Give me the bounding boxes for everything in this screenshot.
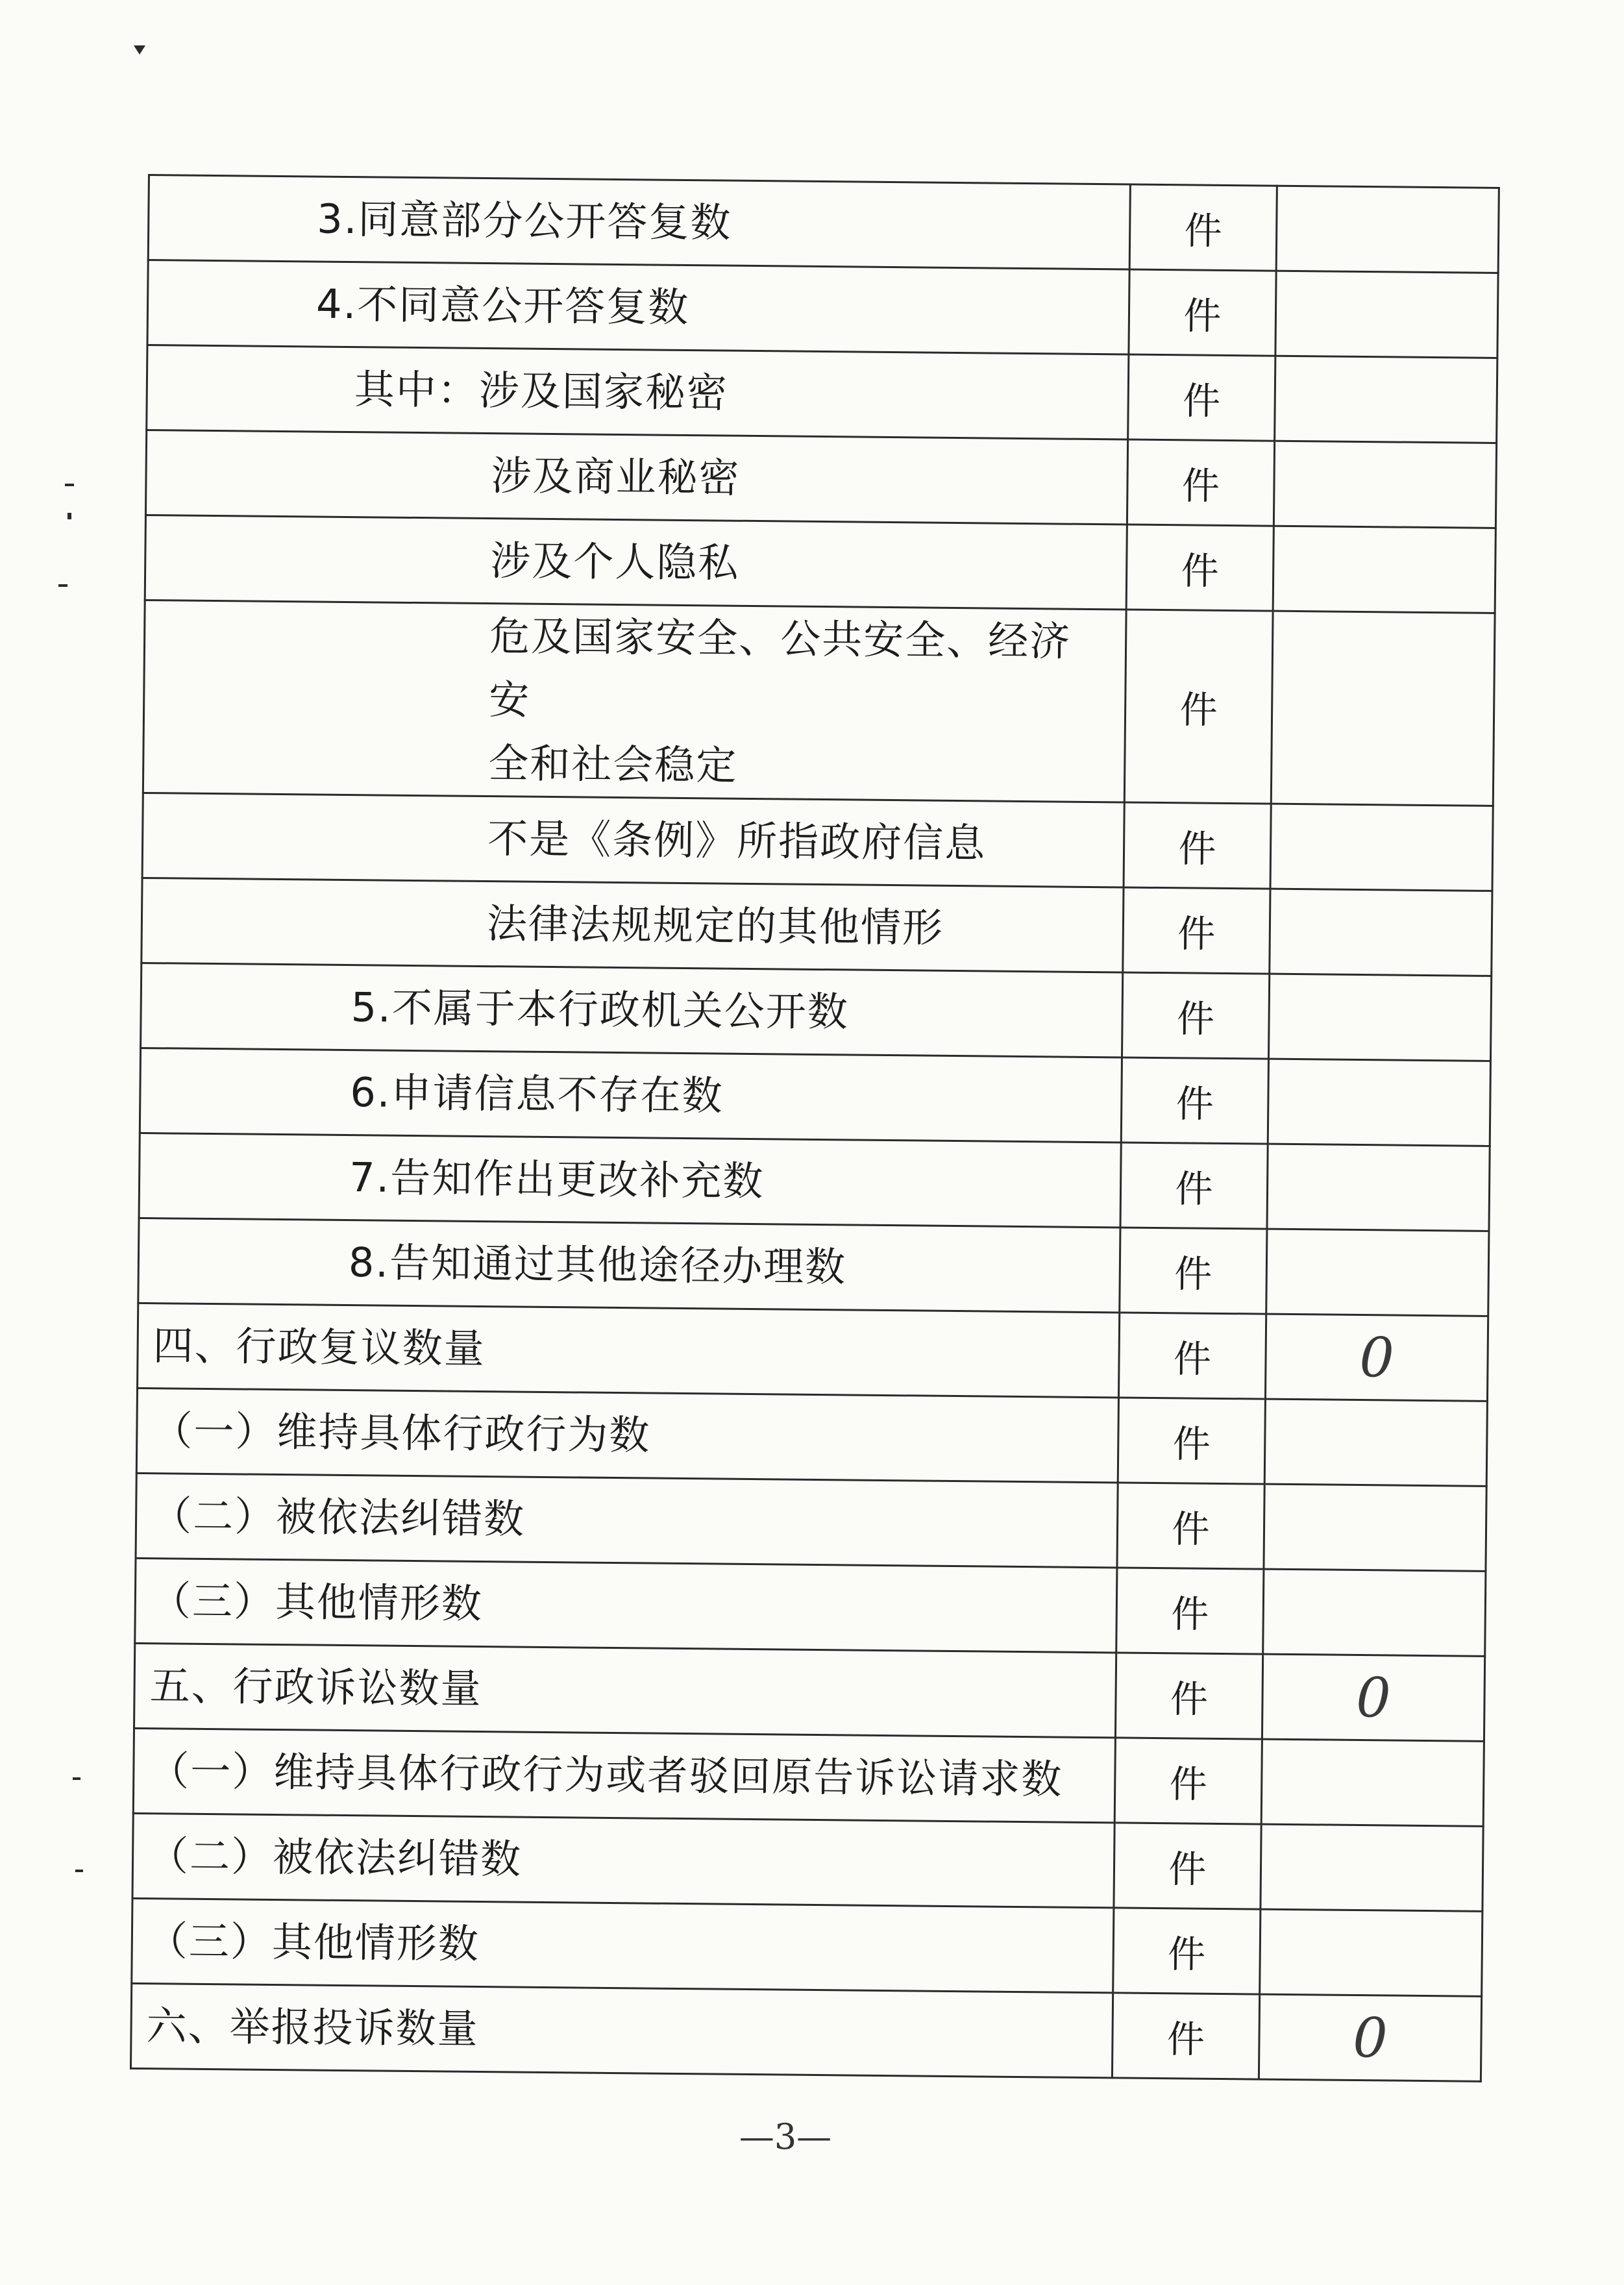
row-unit: 件 [1117,1483,1264,1569]
table-row [134,1643,1485,1741]
row-unit: 件 [1124,610,1273,804]
row-unit: 件 [1113,1908,1261,1994]
row-value [1275,356,1497,443]
row-unit: 件 [1112,1993,1259,2079]
statistics-table [130,174,1500,2082]
statistics-table-body [130,175,1499,2082]
row-unit: 件 [1129,269,1276,356]
table-row [148,175,1499,273]
table-row [145,515,1495,613]
row-value [1261,1739,1484,1826]
table-row [141,963,1492,1061]
row-value [1275,271,1498,358]
table-row [136,1473,1486,1571]
row-label: 四、行政复议数量 [138,1303,1120,1398]
row-unit: 件 [1116,1568,1264,1654]
table-row [138,1303,1488,1401]
table-row [136,1388,1487,1486]
row-value [1261,1824,1483,1911]
row-value: 0 [1265,1314,1488,1401]
scan-mark [73,1777,80,1780]
row-label [143,600,1126,802]
row-label-line: 全和社会稳定 [487,739,738,789]
row-label: 涉及商业秘密 [145,430,1127,525]
row-label: 涉及个人隐私 [145,515,1127,610]
row-label: （一）维持具体行政行为或者驳回原告诉讼请求数 [133,1728,1115,1823]
row-unit: 件 [1123,887,1270,974]
row-value [1271,611,1495,806]
row-value: 0 [1259,1994,1481,2081]
table-row [138,1218,1489,1316]
row-unit: 件 [1114,1738,1262,1824]
row-label: 7.告知作出更改补充数 [139,1133,1121,1228]
row-unit: 件 [1129,184,1277,271]
row-label: 不是《条例》所指政府信息 [142,793,1124,887]
row-unit: 件 [1114,1823,1261,1909]
row-value [1273,526,1495,613]
row-label: 6.申请信息不存在数 [140,1048,1122,1142]
statistics-table-container [130,174,1498,2082]
row-value: 0 [1262,1654,1484,1741]
row-value [1270,889,1492,976]
row-unit: 件 [1118,1313,1266,1399]
scan-mark [134,45,145,55]
row-value [1270,804,1493,891]
row-label: （二）被依法纠错数 [132,1813,1114,1908]
row-value [1267,1144,1490,1231]
scan-mark [68,513,71,519]
row-value [1260,1909,1483,1996]
scan-mark [58,584,68,587]
row-label: （三）其他情形数 [132,1898,1114,1993]
row-unit: 件 [1120,1142,1268,1229]
page-number: —3— [739,2116,832,2157]
row-unit: 件 [1120,1228,1267,1314]
table-row [140,1048,1490,1146]
row-label: 5.不属于本行政机关公开数 [141,963,1123,1057]
table-row [133,1728,1484,1826]
row-label: （三）其他情形数 [135,1558,1117,1653]
row-label: 五、行政诉讼数量 [134,1643,1116,1738]
row-value [1276,186,1499,273]
row-label: 其中：涉及国家秘密 [147,345,1129,440]
table-row [139,1133,1490,1231]
row-unit: 件 [1122,972,1270,1059]
table-row [143,600,1495,806]
row-value [1264,1484,1486,1571]
row-unit: 件 [1118,1398,1265,1484]
row-value [1268,974,1491,1061]
row-value [1264,1399,1487,1486]
row-label: （一）维持具体行政行为数 [136,1388,1118,1483]
row-label-line: 危及国家安全、公共安全、经济安 [488,612,1072,724]
row-label: 六、举报投诉数量 [130,1983,1113,2078]
row-label: 3.同意部分公开答复数 [148,175,1130,270]
table-row [132,1898,1483,1996]
row-value [1266,1229,1489,1316]
table-row [130,1983,1481,2081]
table-row [145,430,1496,528]
table-row [132,1813,1483,1911]
scan-mark [65,484,74,486]
table-row [135,1558,1486,1656]
table-row [147,345,1497,443]
row-unit: 件 [1127,439,1274,526]
row-value [1273,441,1496,528]
row-unit: 件 [1124,802,1271,889]
row-value [1263,1569,1486,1656]
row-unit: 件 [1126,525,1273,611]
row-label: 法律法规规定的其他情形 [141,878,1124,972]
row-label: 4.不同意公开答复数 [147,260,1129,355]
row-unit: 件 [1121,1057,1268,1144]
row-unit: 件 [1115,1653,1262,1739]
row-unit: 件 [1128,354,1275,441]
scan-mark [75,1870,83,1872]
row-label: 8.告知通过其他途径办理数 [138,1218,1120,1313]
table-row [141,878,1492,976]
table-row [147,260,1498,358]
table-row [142,793,1493,891]
row-value [1268,1059,1490,1146]
row-label: （二）被依法纠错数 [136,1473,1118,1568]
